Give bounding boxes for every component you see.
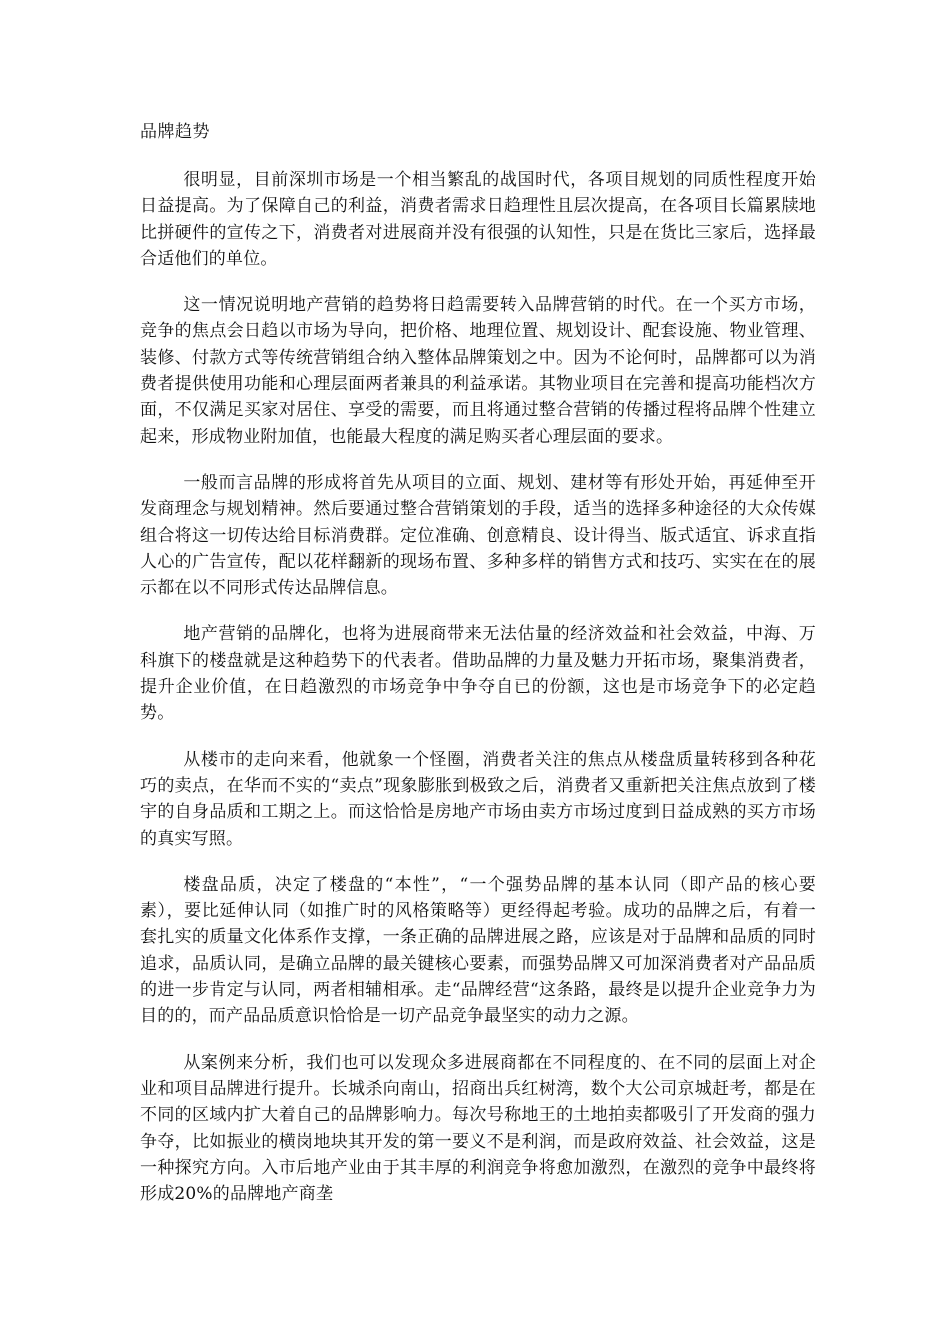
document-title: 品牌趋势 [140, 122, 210, 142]
paragraph: 从楼市的走向来看，他就象一个怪圈，消费者关注的焦点从楼盘质量转移到各种花巧的卖点，在华而不实的“卖点”现象膨胀到极致之后，消费者又重新把关注焦点放到了楼宇的自身品质和工期之上。而这恰恰是房地产市场由卖方市场过度到日益成熟的买方市场的真实写照。 [140, 749, 816, 849]
paragraph: 从案例来分析，我们也可以发现众多进展商都在不同程度的、在不同的层面上对企业和项目品牌进行提升。长城杀向南山，招商出兵红树湾，数个大公司京城赶考，都是在不同的区域内扩大着自己的品牌影响力。每次号称地王的土地拍卖都吸引了开发商的强力争夺，比如振业的横岗地块其开发的第一要义不是利润，而是政府效益、社会效益，这是一种探究方向。入市后地产业由于其丰厚的利润竞争将愈加激烈，在激烈的竞争中最终将形成20%的品牌地产商垄 [140, 1052, 816, 1205]
document-page [140, 118, 816, 1227]
paragraph: 这一情况说明地产营销的趋势将日趋需要转入品牌营销的时代。在一个买方市场，竞争的焦点会日趋以市场为导向，把价格、地理位置、规划设计、配套设施、物业管理、装修、付款方式等传统营销组合纳入整体品牌策划之中。因为不论何时，品牌都可以为消费者提供使用功能和心理层面两者兼具的利益承诺。其物业项目在完善和提高功能档次方面，不仅满足买家对居住、享受的需要，而且将通过整合营销的传播过程将品牌个性建立起来，形成物业附加值，也能最大程度的满足购买者心理层面的要求。 [140, 295, 816, 447]
paragraph: 一般而言品牌的形成将首先从项目的立面、规划、建材等有形处开始，再延伸至开发商理念与规划精神。然后要通过整合营销策划的手段，适当的选择多种途径的大众传媒组合将这一切传达给目标消费群。定位准确、创意精良、设计得当、版式适宜、诉求直指人心的广告宣传，配以花样翻新的现场布置、多种多样的销售方式和技巧、实实在在的展示都在以不同形式传达品牌信息。 [140, 472, 816, 599]
paragraph: 地产营销的品牌化，也将为进展商带来无法估量的经济效益和社会效益，中海、万科旗下的楼盘就是这种趋势下的代表者。借助品牌的力量及魅力开拓市场，聚集消费者，提升企业价值，在日趋激烈的市场竞争中争夺自已的份额，这也是市场竞争下的必定趋势。 [140, 624, 816, 724]
paragraph: 很明显，目前深圳市场是一个相当繁乱的战国时代，各项目规划的同质性程度开始日益提高。为了保障自己的利益，消费者需求日趋理性且层次提高，在各项目长篇累牍地比拼硬件的宣传之下，消费者对进展商并没有很强的认知性，只是在货比三家后，选择最合适他们的单位。 [140, 170, 816, 269]
paragraph: 楼盘品质，决定了楼盘的“本性”，“一个强势品牌的基本认同（即产品的核心要素），要比延伸认同（如推广时的风格策略等）更经得起考验。成功的品牌之后，有着一套扎实的质量文化体系作支撑，一条正确的品牌进展之路，应该是对于品牌和品质的同时追求，品质认同，是确立品牌的最关键核心要素，而强势品牌又可加深消费者对产品品质的进一步肯定与认同，两者相辅相承。走“品牌经营“这条路，最终是以提升企业竞争力为目的的，而产品品质意识恰恰是一切产品竞争最坚实的动力之源。 [140, 874, 816, 1027]
